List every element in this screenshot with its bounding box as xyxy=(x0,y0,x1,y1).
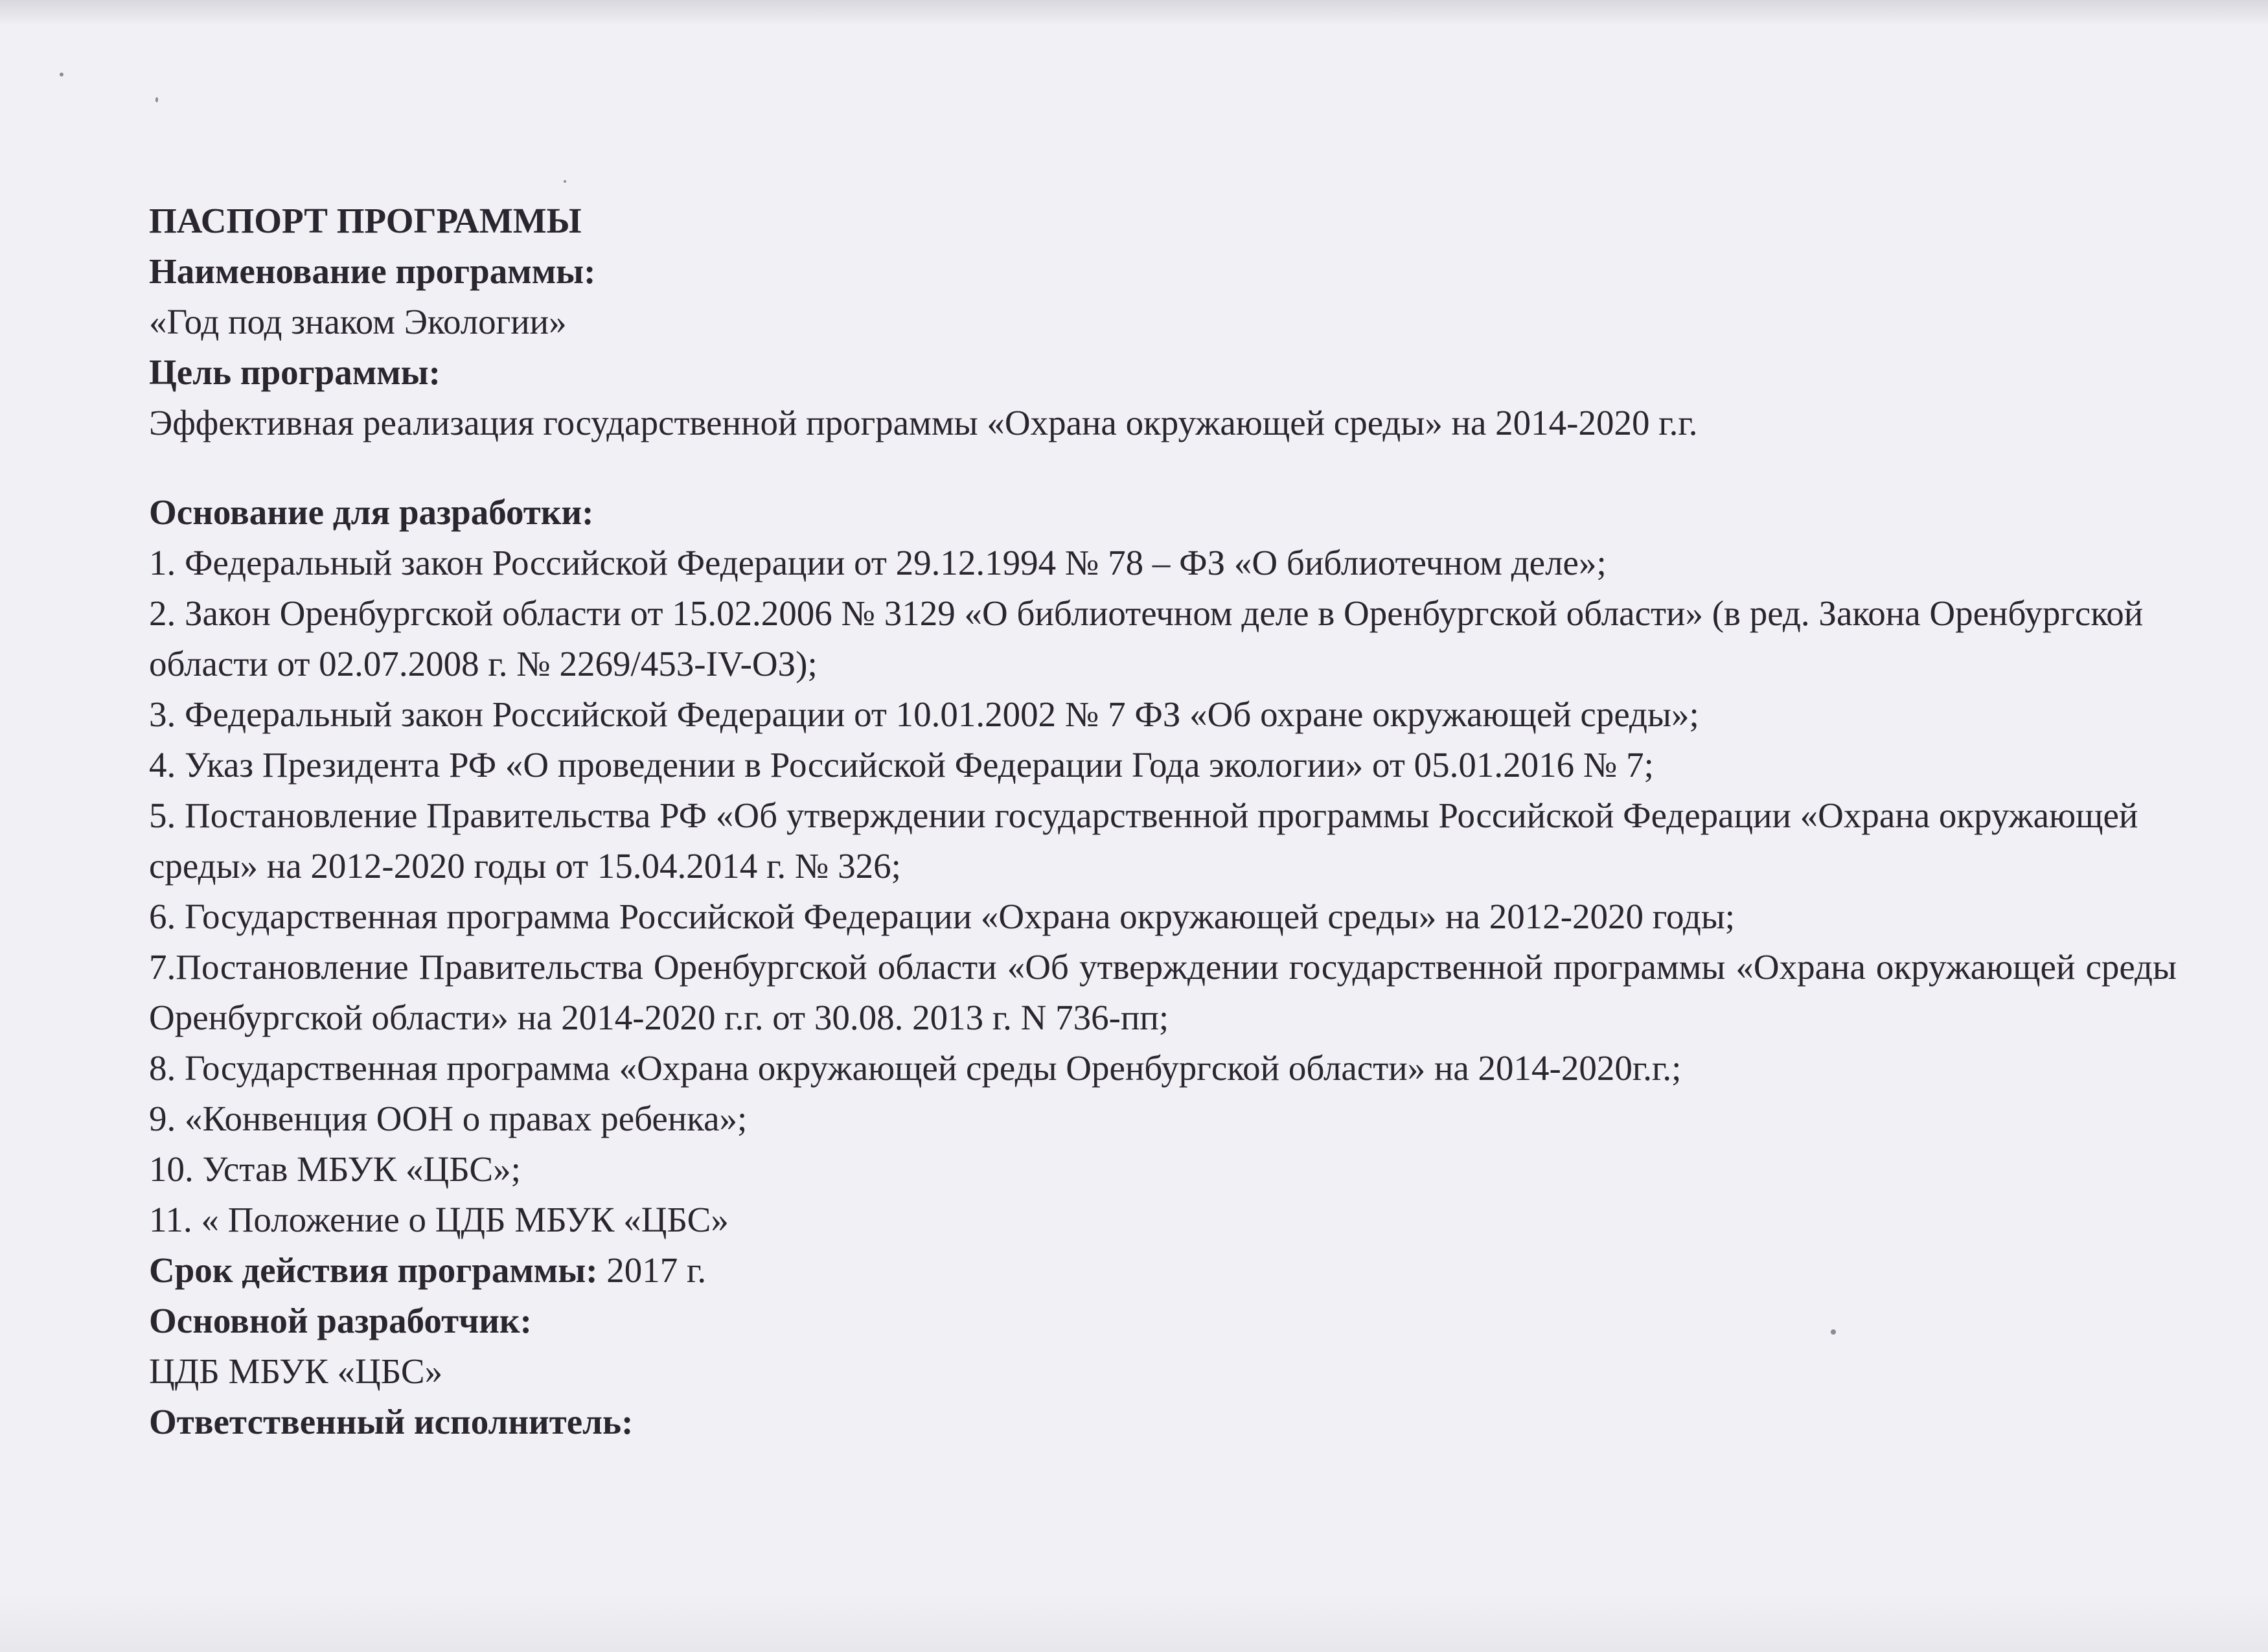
basis-label: Основание для разработки: xyxy=(149,492,594,532)
term-row xyxy=(149,1245,2177,1296)
basis-item-6: 6. Государственная программа Российской Федерации «Охрана окружающей среды» на 2012-2020 годы; xyxy=(149,897,1735,936)
term-value: 2017 г. xyxy=(597,1250,707,1290)
section-spacer xyxy=(149,448,2177,487)
term-label: Срок действия программы: xyxy=(149,1250,598,1290)
program-name-label: Наименование программы: xyxy=(149,251,596,291)
basis-item-2: 2. Закон Оренбургской области от 15.02.2006 № 3129 «О библиотечном деле в Оренбургской области» (в ред. Закона Оренбургской области от 02.07.2008 г. № 2269/453-IV-ОЗ); xyxy=(149,593,2144,683)
scan-speck xyxy=(564,180,566,183)
scan-speck xyxy=(60,73,63,76)
basis-item-11: 11. « Положение о ЦДБ МБУК «ЦБС» xyxy=(149,1200,729,1239)
goal-value: Эффективная реализация государственной программы «Охрана окружающей среды» на 2014-2020 г.г. xyxy=(149,403,1698,442)
basis-item-3: 3. Федеральный закон Российской Федерации от 10.01.2002 № 7 ФЗ «Об охране окружающей среды»; xyxy=(149,694,1699,734)
goal-label: Цель программы: xyxy=(149,352,441,392)
document-body xyxy=(149,196,2177,1447)
basis-item-9: 9. «Конвенция ООН о правах ребенка»; xyxy=(149,1099,748,1138)
basis-item-8: 8. Государственная программа «Охрана окружающей среды Оренбургской области» на 2014-2020г.г.; xyxy=(149,1048,1682,1088)
scan-shadow-top xyxy=(0,0,2268,26)
basis-item-4: 4. Указ Президента РФ «О проведении в Российской Федерации Года экологии» от 05.01.2016 № 7; xyxy=(149,745,1654,785)
document-title: ПАСПОРТ ПРОГРАММЫ xyxy=(149,201,582,240)
program-name-value: «Год под знаком Экологии» xyxy=(149,302,567,341)
basis-item-7: 7.Постановление Правительства Оренбургской области «Об утверждении государственной программы «Охрана окружающей среды Оренбургской области» на 2014-2020 г.г. от 30.08. 2013 г. N 736-пп; xyxy=(149,947,2177,1037)
executor-label: Ответственный исполнитель: xyxy=(149,1402,634,1441)
basis-item-5: 5. Постановление Правительства РФ «Об утверждении государственной программы Российской Федерации «Охрана окружающей среды» на 2012-2020 годы от 15.04.2014 г. № 326; xyxy=(149,796,2138,886)
basis-item-10: 10. Устав МБУК «ЦБС»; xyxy=(149,1149,521,1189)
developer-label: Основной разработчик: xyxy=(149,1301,532,1340)
scan-speck xyxy=(155,97,158,102)
basis-item-1: 1. Федеральный закон Российской Федерации от 29.12.1994 № 78 – ФЗ «О библиотечном деле»; xyxy=(149,543,1607,582)
developer-value: ЦДБ МБУК «ЦБС» xyxy=(149,1351,443,1391)
scan-shadow-bottom xyxy=(0,1594,2268,1652)
